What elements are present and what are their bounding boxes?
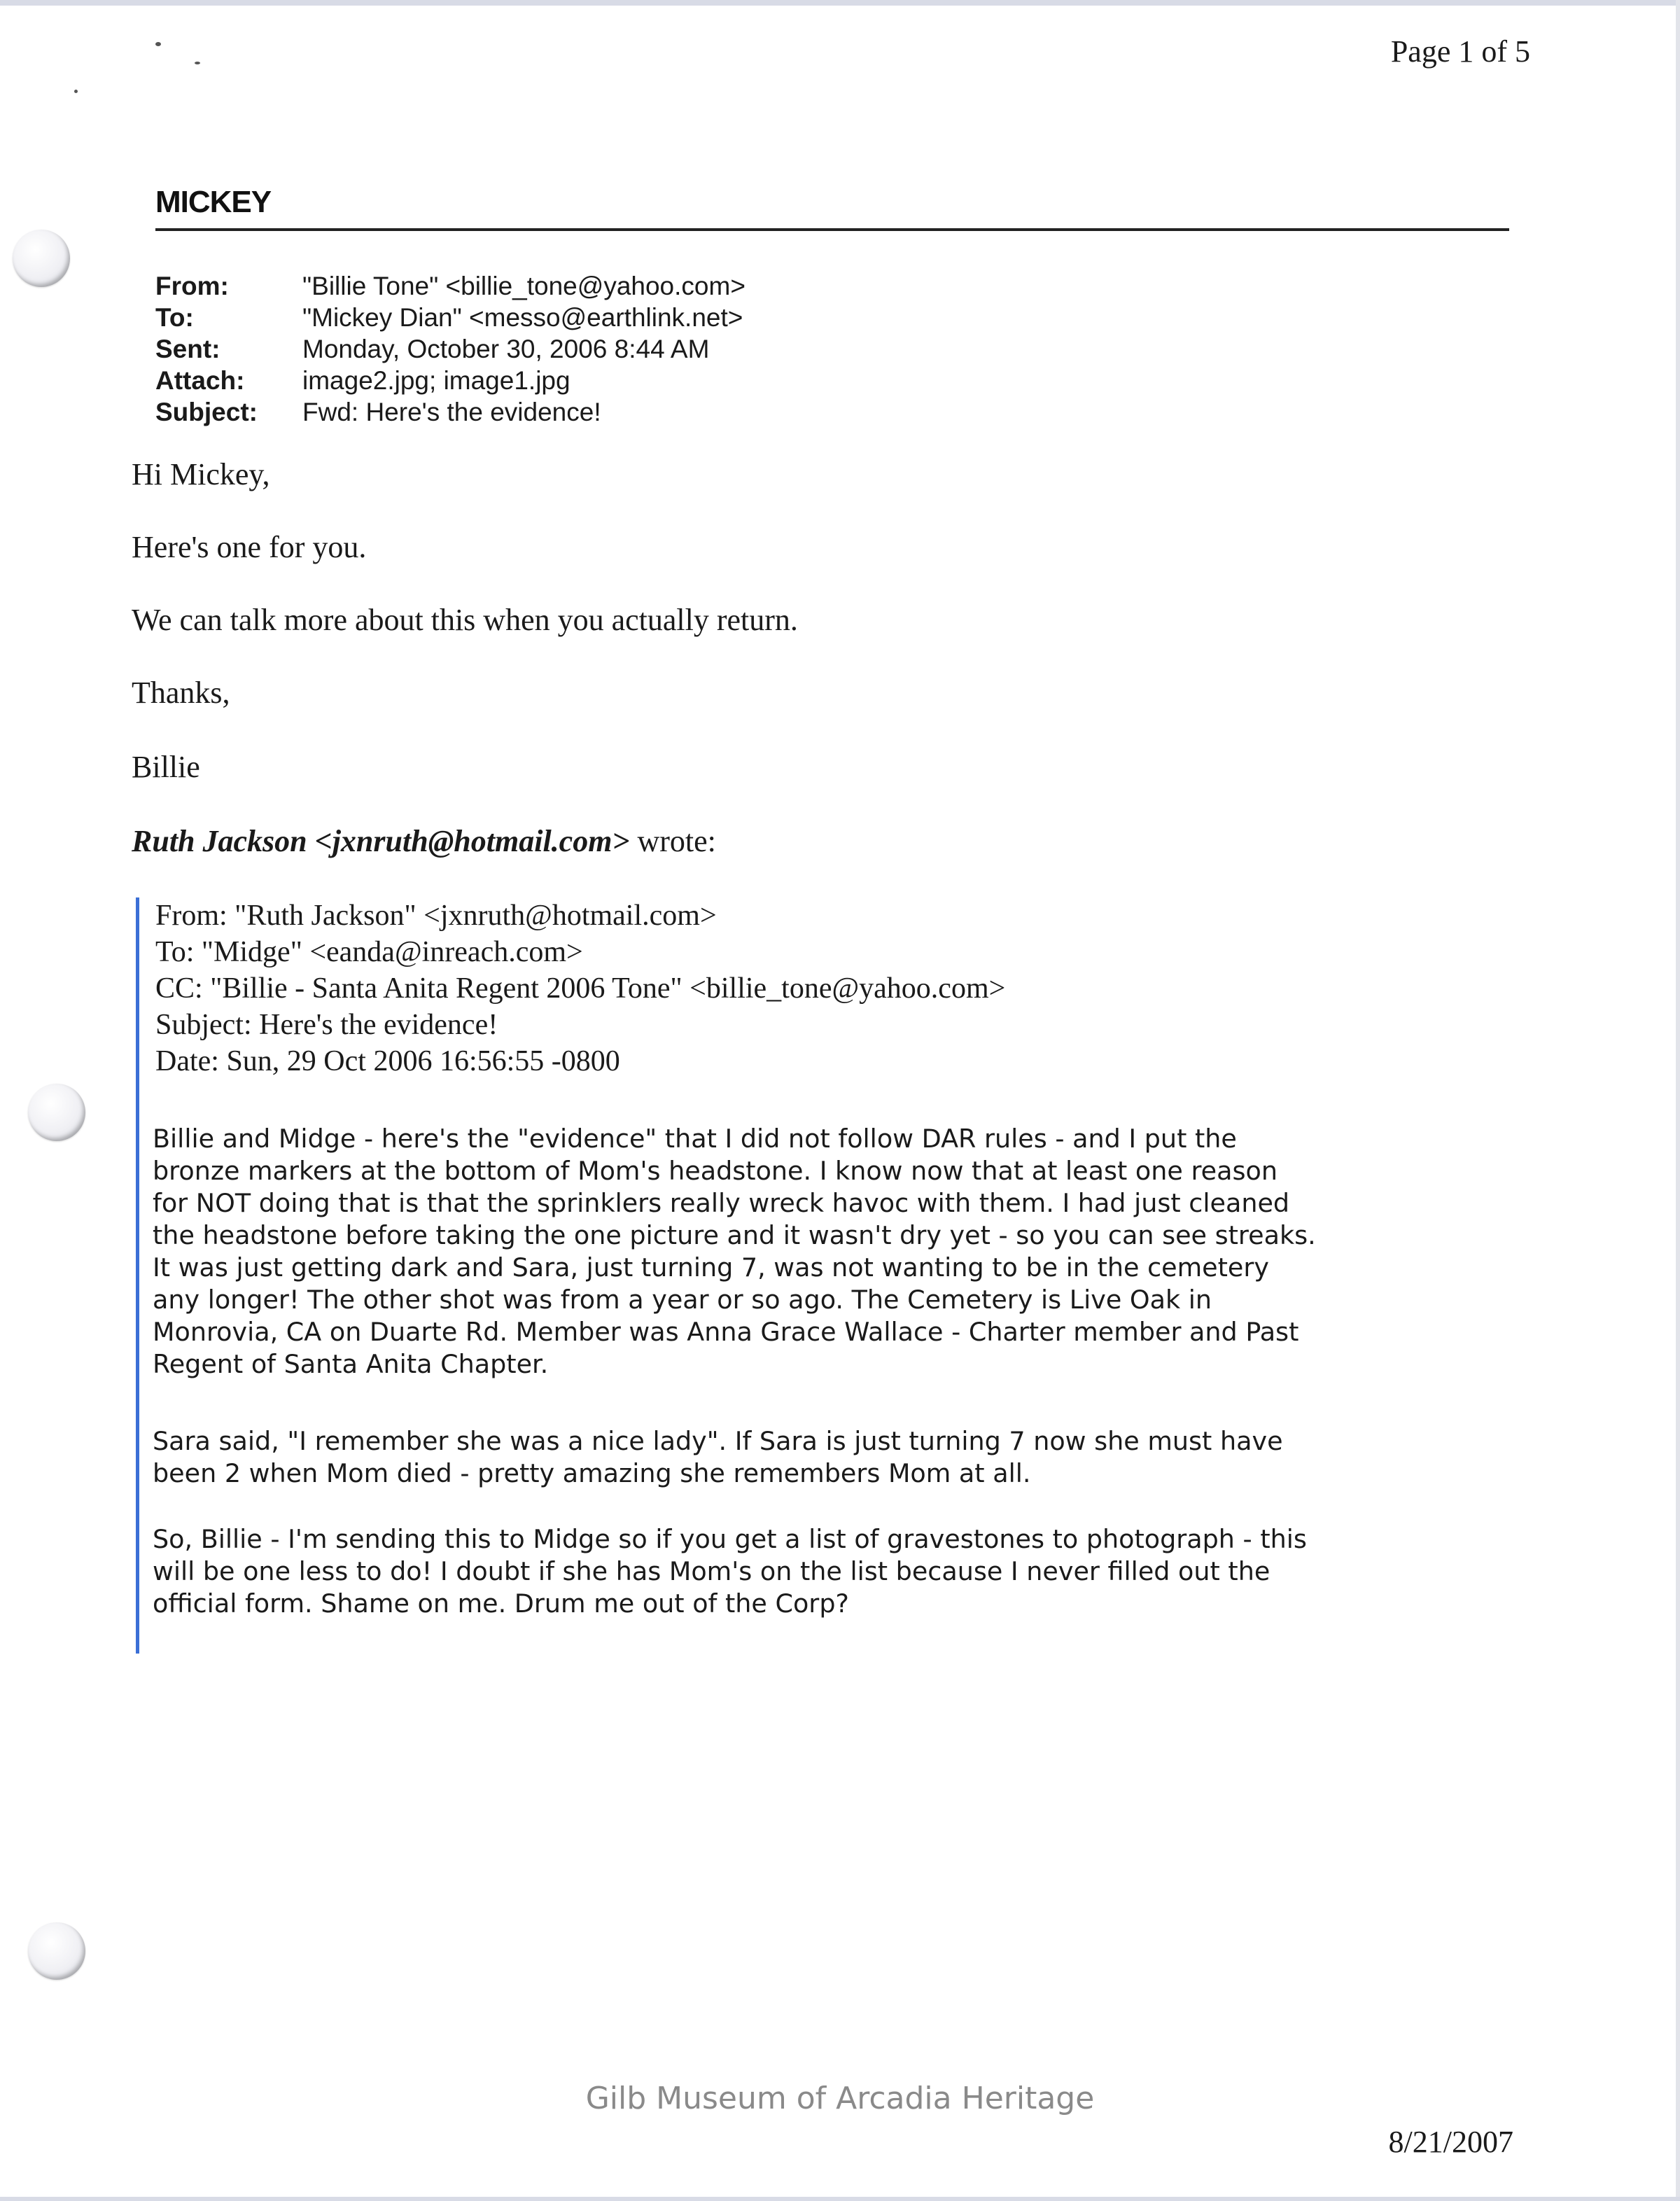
paragraph-line: any longer! The other shot was from a year or so ago. The Cemetery is Live Oak in [153,1285,1212,1315]
header-value: image2.jpg; image1.jpg [302,366,570,395]
message-signature: Billie [132,750,200,784]
scan-speck [155,42,161,46]
header-row-subject [155,396,746,428]
title-underline [155,228,1509,231]
paragraph-line: Billie and Midge - here's the "evidence" that I did not follow DAR rules - and I put the [153,1124,1237,1154]
forwarded-paragraph-2 [153,1425,1455,1490]
punch-hole-middle [28,1084,85,1141]
header-label: To: [155,303,194,332]
paragraph-line: It was just getting dark and Sara, just turning 7, was not wanting to be in the cemetery [153,1252,1269,1283]
header-row-sent [155,333,746,365]
quote-suffix: wrote: [629,824,716,858]
footer-date: 8/21/2007 [1388,2125,1513,2159]
punch-hole-bottom [28,1922,85,1980]
message-line: We can talk more about this when you actually return. [132,603,798,637]
email-header-block [155,270,746,428]
quote-intro [132,823,716,859]
forwarded-paragraph-1 [153,1123,1455,1381]
forwarded-date: Date: Sun, 29 Oct 2006 16:56:55 -0800 [155,1045,620,1077]
forwarded-paragraph-3 [153,1523,1455,1620]
header-label: From: [155,272,229,300]
message-closing: Thanks, [132,676,230,710]
paragraph-line: for NOT doing that is that the sprinklers really wreck havoc with them. I had just cleaned [153,1188,1290,1218]
paragraph-line: Regent of Santa Anita Chapter. [153,1349,549,1379]
header-label: Sent: [155,335,220,363]
forwarded-from: From: "Ruth Jackson" <jxnruth@hotmail.com> [155,900,717,932]
message-greeting: Hi Mickey, [132,457,270,491]
paragraph-line: the headstone before taking the one picture and it wasn't dry yet - so you can see streaks. [153,1220,1316,1250]
scan-speck [195,62,200,64]
scan-bottom-edge [0,2197,1680,2201]
paragraph-line: will be one less to do! I doubt if she has Mom's on the list because I never filled out the [153,1556,1270,1586]
document-title: MICKEY [155,185,272,219]
header-label: Subject: [155,398,258,426]
header-label: Attach: [155,366,245,395]
paragraph-line: Monrovia, CA on Duarte Rd. Member was Anna Grace Wallace - Charter member and Past [153,1317,1299,1347]
forwarded-to: To: "Midge" <eanda@inreach.com> [155,936,583,968]
punch-hole-top [13,230,70,287]
museum-watermark: Gilb Museum of Arcadia Heritage [585,2081,1095,2116]
header-row-attach [155,365,746,396]
paragraph-line: been 2 when Mom died - pretty amazing she remembers Mom at all. [153,1458,1031,1488]
page-number: Page 1 of 5 [1390,34,1530,69]
paragraph-line: So, Billie - I'm sending this to Midge so if you get a list of gravestones to photograph - this [153,1524,1307,1554]
paragraph-line: bronze markers at the bottom of Mom's headstone. I know now that at least one reason [153,1156,1278,1186]
scan-top-edge [0,0,1680,6]
forwarded-header-block [155,897,1005,1079]
scan-speck [74,90,78,93]
header-value: Fwd: Here's the evidence! [302,398,601,426]
header-row-from [155,270,746,302]
header-row-to [155,302,746,333]
quote-sender: Ruth Jackson <jxnruth@hotmail.com> [132,824,630,858]
paragraph-line: official form. Shame on me. Drum me out of the Corp? [153,1588,849,1619]
forwarded-subject: Subject: Here's the evidence! [155,1009,498,1041]
header-value: "Billie Tone" <billie_tone@yahoo.com> [302,272,746,300]
paragraph-line: Sara said, "I remember she was a nice lady". If Sara is just turning 7 now she must have [153,1426,1283,1456]
quote-bar [136,897,139,1654]
header-value: Monday, October 30, 2006 8:44 AM [302,335,710,363]
header-value: "Mickey Dian" <messo@earthlink.net> [302,303,743,332]
forwarded-cc: CC: "Billie - Santa Anita Regent 2006 Tone" <billie_tone@yahoo.com> [155,972,1006,1005]
message-line: Here's one for you. [132,530,367,564]
scan-right-edge [1676,0,1680,2201]
